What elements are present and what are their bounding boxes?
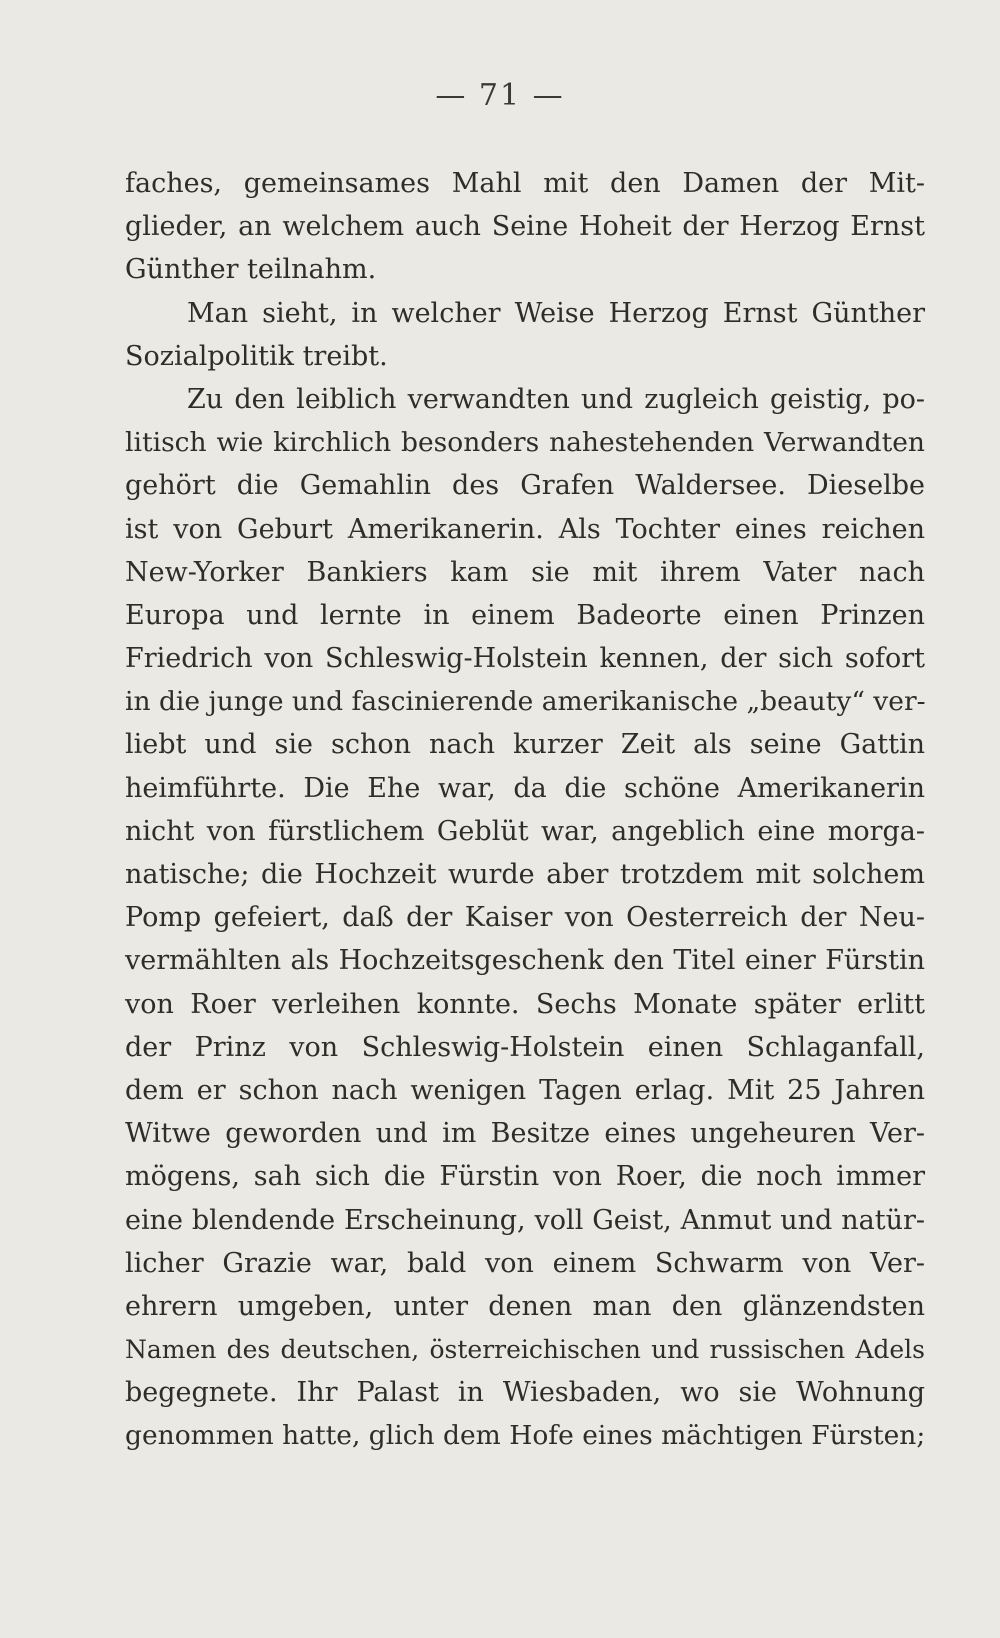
text-line: Man sieht, in welcher Weise Herzog Ernst Günther [187, 297, 925, 329]
text-line: genommen hatte, glich dem Hofe eines mächtigen Fürsten; [125, 1420, 926, 1452]
text-line: der Prinz von Schleswig-Holstein einen Schlaganfall, [125, 1031, 925, 1063]
text-line: glieder, an welchem auch Seine Hoheit der Herzog Ernst [125, 211, 925, 243]
text-line: Zu den leiblich verwandten und zugleich geistig, po- [187, 383, 925, 415]
text-line: Günther teilnahm. [125, 254, 377, 286]
text-line: eine blendende Erscheinung, voll Geist, Anmut und natür- [125, 1204, 925, 1236]
text-line: von Roer verleihen konnte. Sechs Monate später erlitt [125, 988, 925, 1020]
text-line: heimführte. Die Ehe war, da die schöne Amerikanerin [125, 772, 925, 804]
text-line: begegnete. Ihr Palast in Wiesbaden, wo sie Wohnung [125, 1377, 925, 1409]
text-line: nicht von fürstlichem Geblüt war, angeblich eine morga- [125, 815, 925, 847]
text-line: Witwe geworden und im Besitze eines ungeheuren Ver- [125, 1118, 925, 1150]
body-text [125, 162, 925, 1458]
page-number: — 71 — [435, 78, 565, 113]
text-line: licher Grazie war, bald von einem Schwarm von Ver- [125, 1247, 925, 1279]
text-line: litisch wie kirchlich besonders nahestehenden Verwandten [125, 427, 925, 459]
text-line: ehrern umgeben, unter denen man den glänzendsten [125, 1290, 925, 1322]
text-line: New-Yorker Bankiers kam sie mit ihrem Vater nach [125, 556, 925, 588]
text-line: ist von Geburt Amerikanerin. Als Tochter eines reichen [125, 513, 925, 545]
text-line: faches, gemeinsames Mahl mit den Damen der Mit- [125, 168, 925, 199]
text-line: mögens, sah sich die Fürstin von Roer, die noch immer [125, 1161, 925, 1193]
text-line: Namen des deutschen, österreichischen und russischen Adels [125, 1335, 925, 1365]
text-line: Friedrich von Schleswig-Holstein kennen, der sich sofort [125, 643, 925, 675]
text-line: Europa und lernte in einem Badeorte einen Prinzen [125, 599, 925, 631]
text-line: natische; die Hochzeit wurde aber trotzdem mit solchem [125, 859, 925, 890]
text-line: in die junge und fascinierende amerikanische „beauty“ ver- [125, 686, 926, 718]
text-line: Pomp gefeiert, daß der Kaiser von Oesterreich der Neu- [125, 902, 925, 934]
text-line: liebt und sie schon nach kurzer Zeit als seine Gattin [125, 729, 925, 761]
text-line: vermählten als Hochzeitsgeschenk den Titel einer Fürstin [125, 945, 925, 977]
text-line: Sozialpolitik treibt. [125, 340, 388, 372]
text-line: gehört die Gemahlin des Grafen Waldersee. Dieselbe [125, 470, 925, 502]
text-line: dem er schon nach wenigen Tagen erlag. Mit 25 Jahren [125, 1074, 925, 1106]
